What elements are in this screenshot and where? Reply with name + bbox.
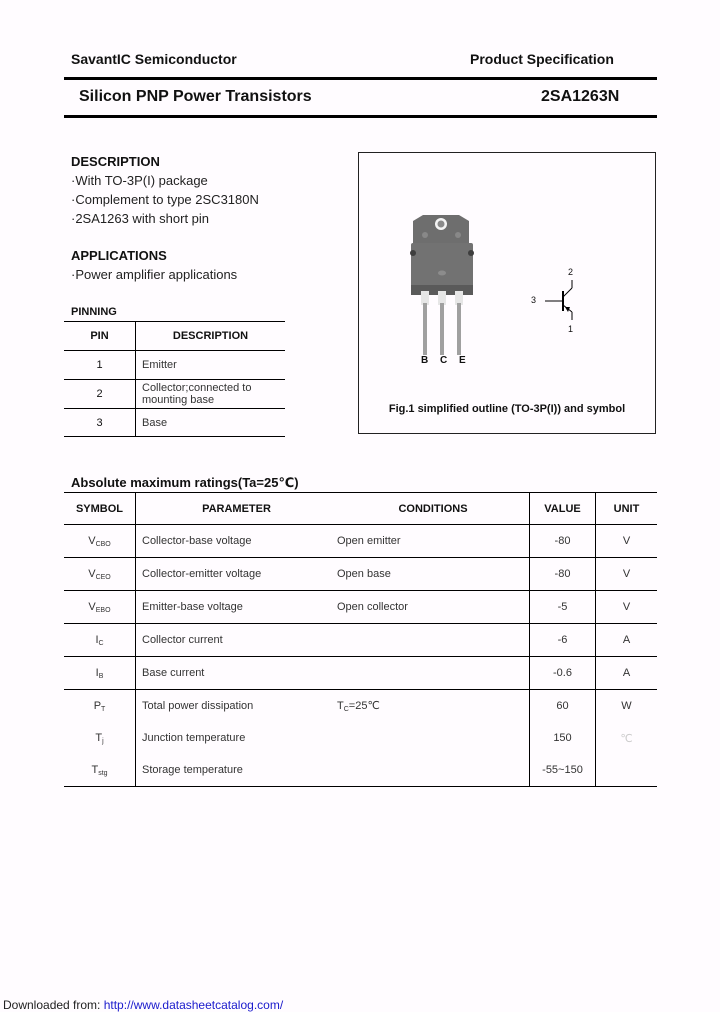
lead-label-e: E [459,355,466,366]
footer-link[interactable]: http://www.datasheetcatalog.com/ [103,998,284,1012]
conditions-cell: $T_C=25℃$ [337,690,530,723]
conditions-cell [337,722,530,754]
symbol-label-collector: 2 [568,267,574,277]
unit-cell: V [596,591,658,624]
symbol-cell: $V_{EBO}$ [64,591,136,624]
symbol-cell: $I_B$ [64,657,136,690]
pin-desc-header: DESCRIPTION [136,322,286,351]
parameter-cell: Emitter-base voltage [136,591,338,624]
footer [3,998,283,1012]
value-cell: -0.6 [530,657,596,690]
header-rule-bottom [64,115,657,118]
footer-label: Downloaded from: [3,998,104,1012]
parameter-cell: Total power dissipation [136,690,338,723]
unit-cell [596,754,658,787]
conditions-cell [337,624,530,657]
conditions-cell: Open base [337,558,530,591]
table-row [64,380,285,409]
description-item: ·With TO-3P(I) package [71,173,208,188]
symbol-label-base: 3 [531,295,537,305]
table-row [64,624,657,657]
parameter-header: PARAMETER [136,493,338,525]
unit-cell: V [596,525,658,558]
symbol-cell: $T_{stg}$ [64,754,136,787]
table-row [64,409,285,437]
product-family: Silicon PNP Power Transistors [79,88,312,105]
table-row [64,591,657,624]
lead-label-b: B [421,355,429,366]
pin-header: PIN [64,322,136,351]
value-cell: -80 [530,525,596,558]
value-cell: -80 [530,558,596,591]
unit-cell: A [596,624,658,657]
pin-number: 2 [64,380,136,409]
company-name: SavantIC Semiconductor [71,51,237,67]
parameter-cell: Storage temperature [136,754,338,787]
symbol-label-emitter: 1 [568,324,574,334]
value-cell: -6 [530,624,596,657]
parameter-cell: Junction temperature [142,732,246,744]
pin-description: Collector;connected to mounting base [136,380,286,409]
parameter-cell: Collector-base voltage [136,525,338,558]
value-cell: -5 [530,591,596,624]
figure-caption: Fig.1 simplified outline (TO-3P(I)) and symbol [388,403,626,415]
conditions-header: CONDITIONS [337,493,530,525]
applications-item: ·Power amplifier applications [71,267,238,282]
pin-number: 1 [64,351,136,380]
to3p-package-image [403,215,483,365]
conditions-cell [337,754,530,787]
symbol-cell: $I_C$ [64,624,136,657]
symbol-header: SYMBOL [64,493,136,525]
unit-cell: ℃ [620,732,633,745]
table-row [64,351,285,380]
table-row [64,722,657,754]
parameter-cell: Collector-emitter voltage [136,558,338,591]
description-title: DESCRIPTION [71,154,160,169]
pnp-transistor-symbol-icon [539,271,589,331]
pinning-table [64,321,285,437]
parameter-cell: Base current [136,657,338,690]
table-row [64,558,657,591]
unit-cell: A [596,657,658,690]
symbol-cell: $V_{CEO}$ [64,558,136,591]
applications-title: APPLICATIONS [71,248,167,263]
table-row [64,657,657,690]
ratings-title: Absolute maximum ratings(Ta=25℃) [71,475,299,490]
value-header: VALUE [530,493,596,525]
pinning-title: PINNING [71,306,117,318]
table-row [64,754,657,787]
pin-number: 3 [64,409,136,437]
unit-cell: W [596,690,658,723]
conditions-cell: Open collector [337,591,530,624]
table-row [64,690,657,723]
lead-label-c: C [440,355,448,366]
figure-box [358,152,656,434]
symbol-cell: $P_T$ [64,690,136,723]
value-cell: 60 [530,690,596,723]
pin-description: Base [136,409,286,437]
symbol-cell: $V_{CBO}$ [64,525,136,558]
ratings-table [64,492,657,787]
pinning-header-row [64,322,285,351]
table-row [64,525,657,558]
description-item: ·2SA1263 with short pin [71,211,210,226]
description-item: ·Complement to type 2SC3180N [71,192,259,207]
pin-description: Emitter [136,351,286,380]
unit-cell: V [596,558,658,591]
doc-type: Product Specification [470,51,614,67]
ratings-header-row [64,493,657,525]
parameter-cell: Collector current [136,624,338,657]
unit-header: UNIT [596,493,658,525]
value-cell: 150 [530,722,596,754]
value-cell: -55~150 [530,754,596,787]
header-rule-top [64,77,657,80]
conditions-cell [337,657,530,690]
conditions-cell: Open emitter [337,525,530,558]
symbol-cell: $T_j$ [64,722,136,754]
part-number: 2SA1263N [541,88,620,105]
